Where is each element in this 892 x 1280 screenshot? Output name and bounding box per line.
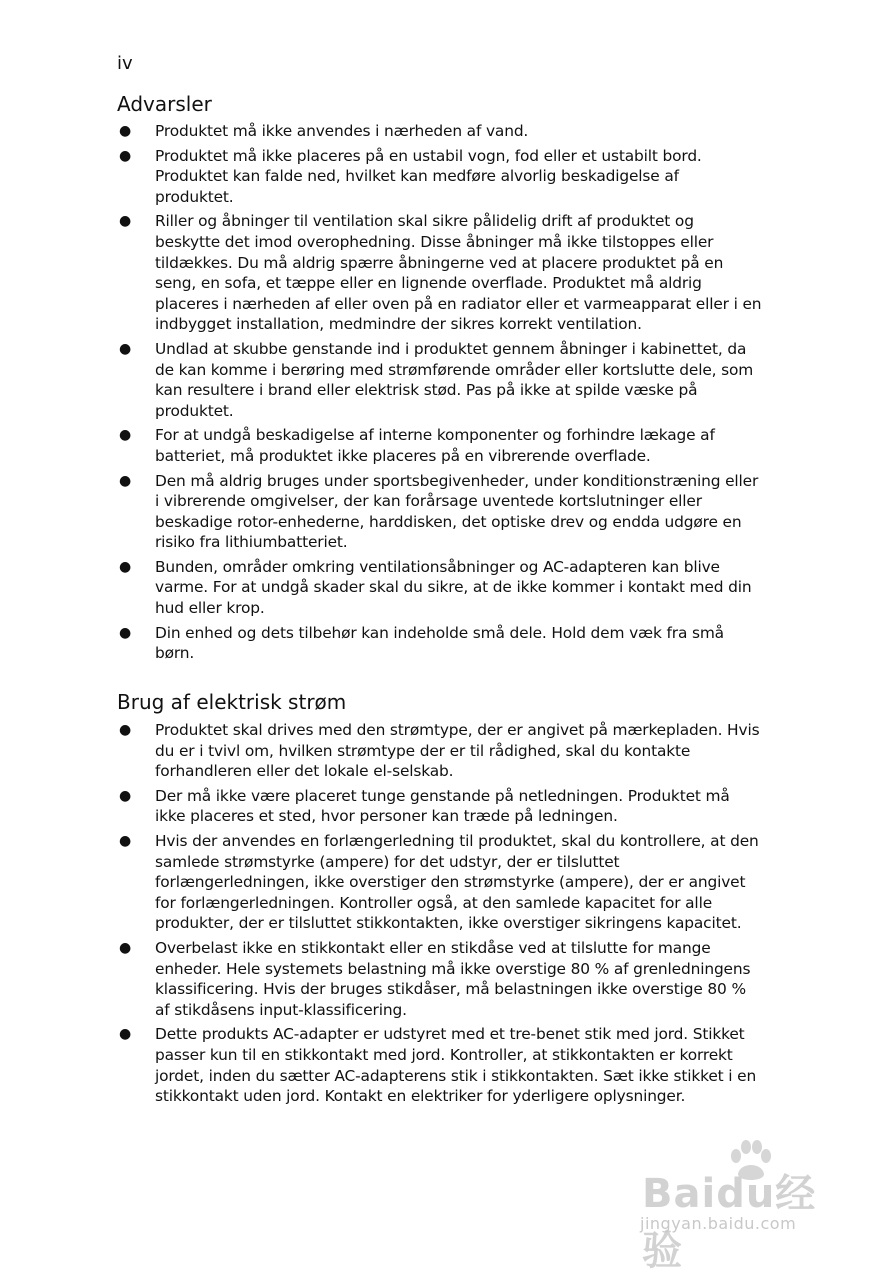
list-item: ● Der må ikke være placeret tunge genstande på netledningen. Produktet må ikke placeres et sted, hvor personer kan træde på ledningen. (119, 786, 730, 826)
bullet-icon: ● (119, 939, 132, 956)
list-item: ● Overbelast ikke en stikkontakt eller en stikdåse ved at tilslutte for mange enheder. Hele systemets belastning må ikke overstige 80 % af grenledningens klassificering. Hvis der bruges stikdåser, må belastningen ikke overstige 80 % af stikdåsens input-klassificering. (119, 938, 751, 1019)
page-number: iv (117, 53, 133, 74)
bullet-icon: ● (119, 147, 132, 164)
watermark (630, 1140, 840, 1274)
watermark-url: jingyan.baidu.com (640, 1214, 797, 1233)
list-item: ● Din enhed og dets tilbehør kan indeholde små dele. Hold dem væk fra små børn. (119, 623, 724, 663)
bullet-icon: ● (119, 1026, 132, 1043)
bullet-icon: ● (119, 558, 132, 575)
bullet-icon: ● (119, 722, 132, 738)
list-item: ● Produktet må ikke placeres på en ustabil vogn, fod eller et ustabilt bord. Produktet kan falde ned, hvilket kan medføre alvorlig beskadigelse af produktet. (119, 146, 702, 206)
electric-power-list (117, 720, 762, 1111)
list-item: ● Bunden, områder omkring ventilationsåbninger og AC-adapteren kan blive varme. For at undgå skader skal du sikre, at de ikke kommer i kontakt med din hud eller krop. (119, 557, 752, 618)
bullet-icon: ● (119, 832, 132, 849)
list-item: ● Riller og åbninger til ventilation skal sikre pålidelig drift af produktet og beskytte det imod overophedning. Disse åbninger må ikke tilstoppes eller tildækkes. Du må aldrig spærre åbningerne ved at placere produktet på en seng, en sofa, et tæppe eller en lignende overflade. Produktet må aldrig placeres i nærheden af eller oven på en radiator eller et varmeapparat eller i en indbygget installation, medmindre der sikres korrekt ventilation. (119, 212, 762, 334)
list-item: ● For at undgå beskadigelse af interne komponenter og forhindre lækage af batteriet, må produktet ikke placeres på en vibrerende overflade. (119, 426, 715, 465)
warnings-list (117, 121, 762, 668)
section-heading-electric-power: Brug af elektrisk strøm (117, 690, 347, 714)
bullet-icon: ● (119, 472, 132, 489)
list-item: ● Dette produkts AC-adapter er udstyret med et tre-benet stik med jord. Stikket passer kun til en stikkontakt med jord. Kontroller, at stikkontakten er korrekt jordet, inden du sætter AC-adapterens stik i stikkontakten. Sæt ikke stikket i en stikkontakt uden jord. Kontakt en elektriker for yderligere oplysninger. (119, 1025, 757, 1106)
bullet-icon: ● (119, 624, 132, 641)
bullet-icon: ● (119, 340, 132, 357)
list-item: ● Produktet skal drives med den strømtype, der er angivet på mærkepladen. Hvis du er i tvivl om, hvilken strømtype der er til rådighed, skal du kontakte forhandleren eller det lokale el-selskab. (119, 721, 760, 781)
bullet-icon: ● (119, 213, 132, 230)
bullet-icon: ● (119, 787, 132, 804)
list-item: ● Den må aldrig bruges under sportsbegivenheder, under konditionstræning eller i vibrerende omgivelser, der kan forårsage uventede kortslutninger eller beskadige rotor-enhederne, harddisken, det optiske drev og endda udgøre en risiko fra lithiumbatteriet. (119, 471, 759, 552)
bullet-icon: ● (119, 123, 132, 139)
section-heading-warnings: Advarsler (117, 92, 212, 116)
bullet-icon: ● (119, 427, 132, 444)
watermark-logo: Baidu经验 (642, 1171, 817, 1274)
list-item: ● Undlad at skubbe genstande ind i produktet gennem åbninger i kabinettet, da de kan komme i berøring med strømførende områder eller kortslutte dele, som kan resultere i brand eller elektrisk stød. Pas på ikke at spilde væske på produktet. (119, 339, 754, 420)
list-item: ● Hvis der anvendes en forlængerledning til produktet, skal du kontrollere, at den samlede strømstyrke (ampere) for det udstyr, der er tilsluttet forlængerledningen, ikke overstiger den strømstyrke (ampere), der er angivet for forlængerledningen. Kontroller også, at den samlede kapacitet for alle produkter, der er tilsluttet stikkontakten, ikke overstiger sikringens kapacitet. (119, 831, 759, 933)
list-item: ● Produktet må ikke anvendes i nærheden af vand. (119, 122, 529, 140)
